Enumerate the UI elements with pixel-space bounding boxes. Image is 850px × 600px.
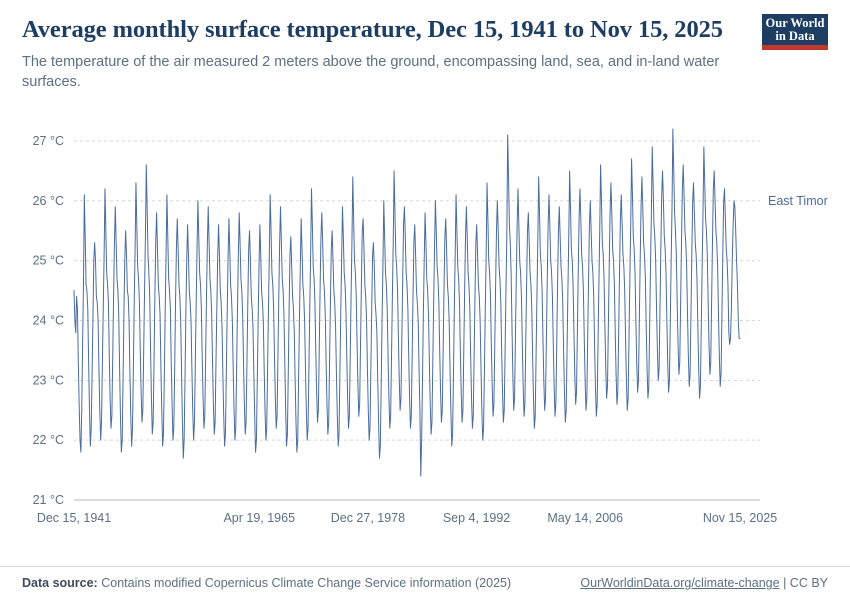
chart-area[interactable] xyxy=(0,95,850,560)
x-axis-tick-label: May 14, 2006 xyxy=(547,511,624,525)
x-axis-tick-label: Nov 15, 2025 xyxy=(702,511,778,525)
owid-logo[interactable] xyxy=(762,14,828,50)
chart-subtitle: The temperature of the air measured 2 meters above the ground, encompassing land, sea, and in-land water surfaces. xyxy=(22,54,720,91)
y-axis-tick-label: 23 °C xyxy=(32,373,64,388)
page-title: Average monthly surface temperature, Dec 15, 1941 to Nov 15, 2025 xyxy=(22,16,723,43)
y-axis-tick-label: 21 °C xyxy=(32,493,64,507)
y-axis-tick-label: 26 °C xyxy=(32,193,64,208)
series-line-east-timor[interactable] xyxy=(74,129,740,476)
owid-site-link[interactable]: OurWorldinData.org/climate-change xyxy=(580,576,780,590)
series-label-east-timor[interactable]: East Timor xyxy=(768,193,828,208)
owid-logo-line2: in Data xyxy=(775,29,815,44)
line-chart-svg xyxy=(0,95,850,560)
license-label[interactable]: CC BY xyxy=(789,576,828,590)
x-axis-tick-label: Dec 27, 1978 xyxy=(330,511,406,525)
chart-footer xyxy=(0,566,850,600)
owid-logo-line1: Our World xyxy=(765,16,825,30)
x-axis-tick-label: Dec 15, 1941 xyxy=(36,511,112,525)
x-axis-tick-label: Apr 19, 1965 xyxy=(223,511,296,525)
data-source-text: Contains modified Copernicus Climate Change Service information (2025) xyxy=(101,576,512,590)
footer-separator: | xyxy=(783,576,787,590)
y-axis-tick-label: 22 °C xyxy=(32,433,64,448)
footer-links xyxy=(580,576,828,590)
data-source xyxy=(22,576,511,590)
x-axis-tick-label: Sep 4, 1992 xyxy=(442,511,511,525)
data-source-label: Data source: xyxy=(22,576,98,590)
y-axis-tick-label: 27 °C xyxy=(32,133,64,148)
y-axis-tick-label: 25 °C xyxy=(32,253,64,268)
y-axis-tick-label: 24 °C xyxy=(32,313,64,328)
